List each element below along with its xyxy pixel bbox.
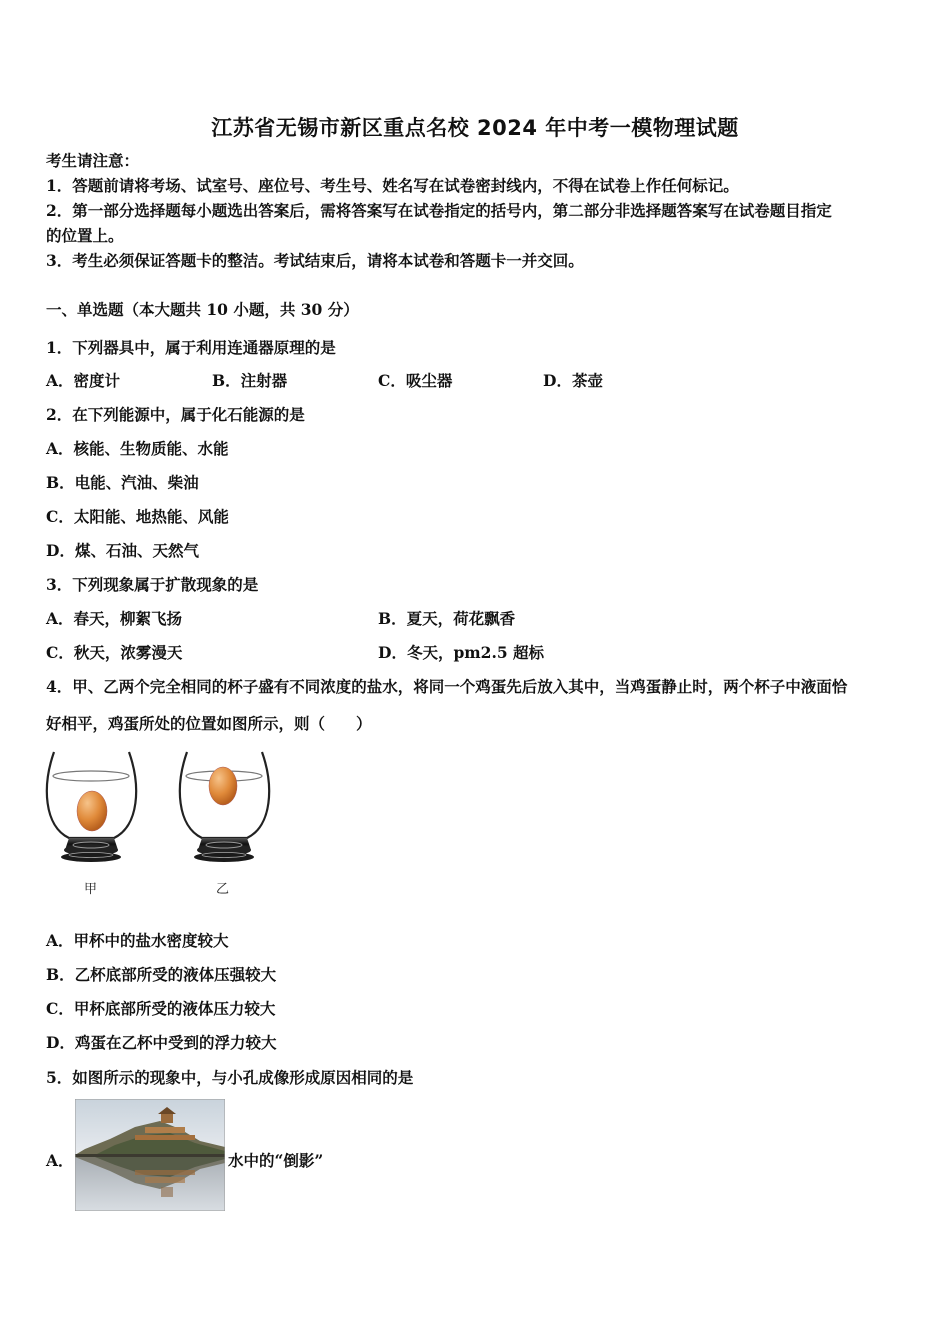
cup-label-jia: 甲 bbox=[84, 882, 98, 897]
notice-item-1: 1．答题前请将考场、试室号、座位号、考生号、姓名写在试卷密封线内，不得在试卷上作任何标记。 bbox=[46, 176, 739, 195]
q3-option-b: B．夏天，荷花飘香 bbox=[378, 609, 516, 628]
egg-in-cup-yi bbox=[209, 767, 237, 805]
q1-option-a: A．密度计 bbox=[46, 371, 121, 390]
exam-title: 江苏省无锡市新区重点名校 2024 年中考一模物理试题 bbox=[211, 116, 739, 140]
q1-option-d: D．茶壶 bbox=[543, 371, 603, 390]
q3-option-d: D．冬天，pm2.5 超标 bbox=[378, 643, 545, 662]
egg-cups-illustration bbox=[44, 746, 284, 896]
q5-option-a-text: 水中的“倒影” bbox=[228, 1151, 324, 1170]
q2-option-c: C．太阳能、地热能、风能 bbox=[46, 507, 229, 526]
q4-option-b: B．乙杯底部所受的液体压强较大 bbox=[46, 965, 277, 984]
notice-item-2: 2．第一部分选择题每小题选出答案后，需将答案写在试卷指定的括号内，第二部分非选择题答案写在试卷题目指定 bbox=[46, 201, 832, 220]
q1-option-b: B．注射器 bbox=[212, 371, 288, 390]
q3-option-a: A．春天，柳絮飞扬 bbox=[46, 609, 183, 628]
cup-jia bbox=[47, 752, 136, 862]
question-1-stem: 1．下列器具中，属于利用连通器原理的是 bbox=[46, 338, 336, 357]
q4-option-d: D．鸡蛋在乙杯中受到的浮力较大 bbox=[46, 1033, 277, 1052]
q2-option-d: D．煤、石油、天然气 bbox=[46, 541, 199, 560]
q5-option-a-letter: A． bbox=[46, 1151, 74, 1170]
q4-option-c: C．甲杯底部所受的液体压力较大 bbox=[46, 999, 276, 1018]
question-3-stem: 3．下列现象属于扩散现象的是 bbox=[46, 575, 259, 594]
notice-item-2-cont: 的位置上。 bbox=[46, 226, 124, 245]
question-5-stem: 5．如图所示的现象中，与小孔成像形成原因相同的是 bbox=[46, 1068, 414, 1087]
lake-reflection-image bbox=[75, 1099, 225, 1211]
q4-option-a: A．甲杯中的盐水密度较大 bbox=[46, 931, 229, 950]
q3-option-c: C．秋天，浓雾漫天 bbox=[46, 643, 183, 662]
q2-option-a: A．核能、生物质能、水能 bbox=[46, 439, 229, 458]
question-4-stem-line-1: 4．甲、乙两个完全相同的杯子盛有不同浓度的盐水，将同一个鸡蛋先后放入其中，当鸡蛋静止时，两个杯子中液面恰 bbox=[46, 677, 848, 696]
section-heading: 一、单选题（本大题共 10 小题，共 30 分） bbox=[46, 300, 359, 319]
reflection-photo bbox=[75, 1099, 225, 1211]
egg-cups-figure bbox=[44, 746, 284, 896]
egg-in-cup-jia bbox=[77, 791, 107, 831]
q2-option-b: B．电能、汽油、柴油 bbox=[46, 473, 199, 492]
cup-yi bbox=[180, 752, 269, 862]
notice-heading: 考生请注意： bbox=[46, 151, 140, 170]
notice-item-3: 3．考生必须保证答题卡的整洁。考试结束后，请将本试卷和答题卡一并交回。 bbox=[46, 251, 584, 270]
cup-label-yi: 乙 bbox=[216, 882, 230, 897]
question-2-stem: 2．在下列能源中，属于化石能源的是 bbox=[46, 405, 305, 424]
q1-option-c: C．吸尘器 bbox=[378, 371, 453, 390]
question-4-stem-line-2: 好相平，鸡蛋所处的位置如图所示，则（ ） bbox=[46, 714, 372, 733]
